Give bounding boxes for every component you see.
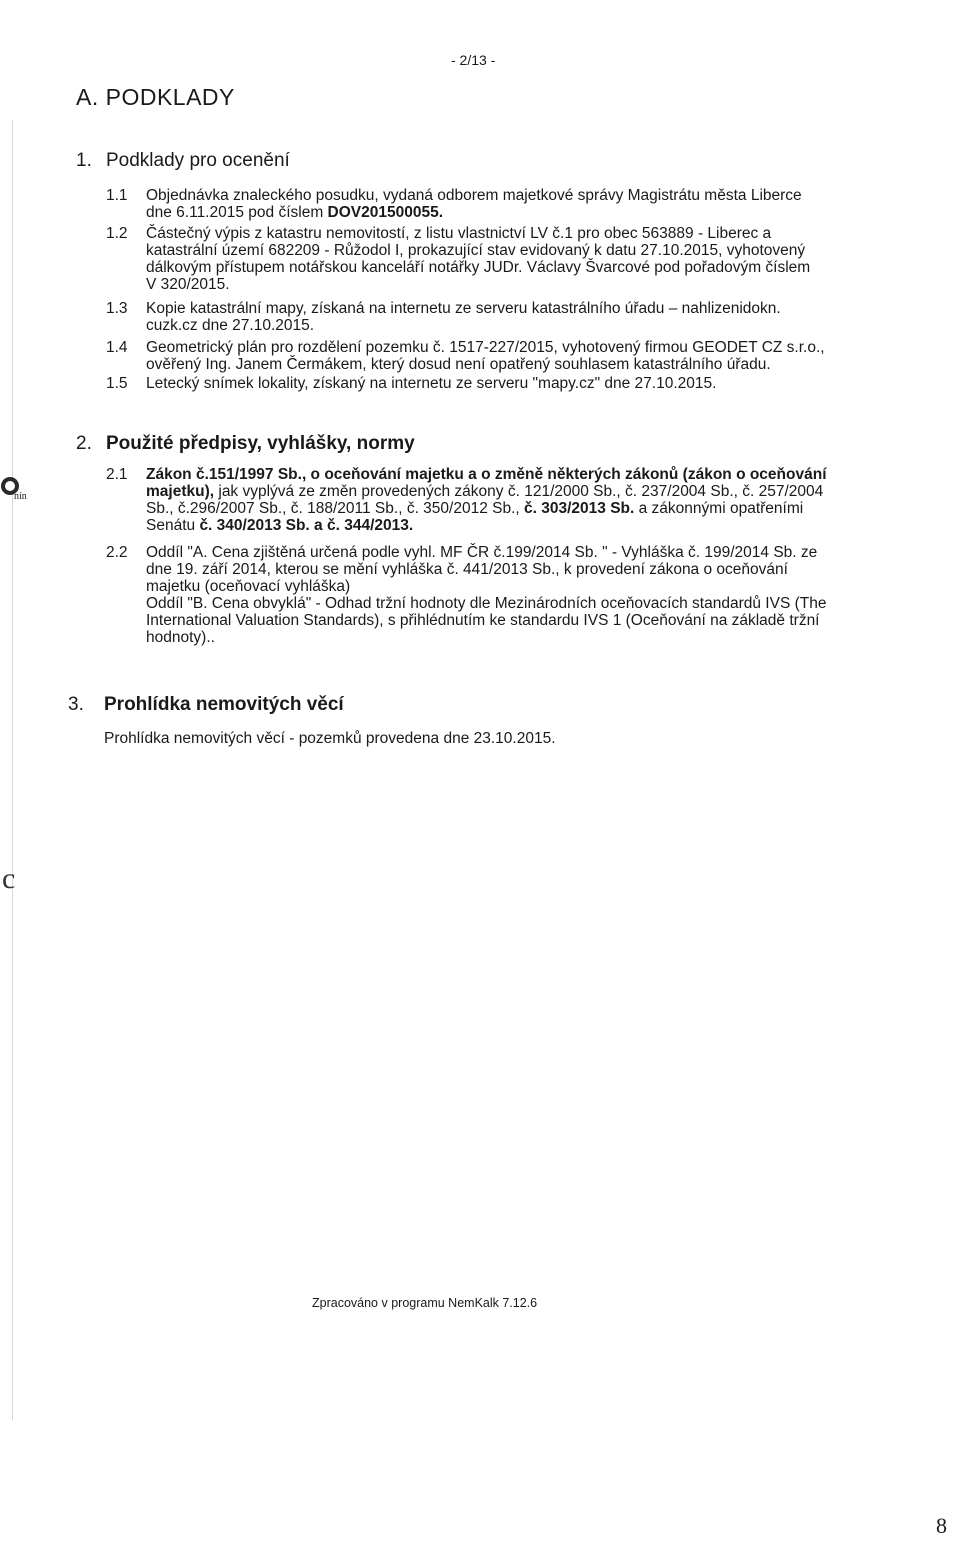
item-line: dne 19. září 2014, kterou se mění vyhláška č. 441/2013 Sb., k provedení zákona o oceňování xyxy=(146,561,788,578)
item-line: Sb., č.296/2007 Sb., č. 188/2011 Sb., č. 350/2012 Sb., xyxy=(146,500,525,517)
item-line: jak vyplývá ze změn provedených zákony č. 121/2000 Sb., č. 237/2004 Sb., č. 257/2004 xyxy=(214,483,824,500)
item-line: majetku (oceňovací vyhláška) xyxy=(146,578,351,595)
section-number: 1. xyxy=(76,150,92,171)
section-title: Použité předpisy, vyhlášky, normy xyxy=(106,433,415,454)
section-number: 2. xyxy=(76,433,92,454)
item-line: International Valuation Standards), s přihlédnutím ke standardu IVS 1 (Oceňování na základě tržní xyxy=(146,612,820,629)
item-number: 1.5 xyxy=(106,375,128,392)
list-item-1-3 xyxy=(106,300,906,336)
item-line: Geometrický plán pro rozdělení pozemku č. 1517-227/2015, vyhotovený firmou GEODET CZ s.r.o., xyxy=(146,339,825,356)
section-title: Podklady pro ocenění xyxy=(106,150,290,171)
list-item-2-1 xyxy=(106,466,916,538)
item-line: dne 6.11.2015 pod číslem xyxy=(146,204,324,221)
margin-letter-mark: c xyxy=(2,862,16,895)
list-item-1-1 xyxy=(106,187,906,223)
law-title-end: majetku), xyxy=(146,483,215,500)
page-title: A. PODKLADY xyxy=(76,84,235,110)
item-line: Letecký snímek lokality, získaný na internetu ze serveru "mapy.cz" dne 27.10.2015. xyxy=(146,375,717,392)
item-line: a zákonnými opatřeními xyxy=(634,500,804,517)
law-reference: č. 303/2013 Sb. xyxy=(524,500,635,517)
item-number: 1.3 xyxy=(106,300,128,317)
item-line: dálkovým přístupem notářskou kanceláří notářky JUDr. Václavy Švarcové pod pořadovým číslem xyxy=(146,259,811,276)
item-number: 1.4 xyxy=(106,339,128,356)
item-line: katastrální území 682209 - Růžodol I, prokazující stav evidovaný k datu 27.10.2015, vyhotovený xyxy=(146,242,806,259)
page-number: - 2/13 - xyxy=(451,52,496,68)
law-title: Zákon č.151/1997 Sb., o oceňování majetku a o změně některých zákonů (zákon o oceňování xyxy=(146,466,827,483)
item-line: Senátu xyxy=(146,517,200,534)
margin-stamp-mark xyxy=(0,473,27,503)
item-number: 2.1 xyxy=(106,466,128,483)
order-reference: DOV201500055. xyxy=(327,204,444,221)
item-line: cuzk.cz dne 27.10.2015. xyxy=(146,317,315,334)
item-line: Kopie katastrální mapy, získaná na internetu ze serveru katastrálního úřadu – nahlizenidokn. xyxy=(146,300,781,317)
section-number: 3. xyxy=(68,694,84,715)
item-line: ověřený Ing. Janem Čermákem, který dosud není opatřený souhlasem katastrálního úřadu. xyxy=(146,356,771,373)
item-line: V 320/2015. xyxy=(146,276,230,293)
item-line: Částečný výpis z katastru nemovitostí, z listu vlastnictví LV č.1 pro obec 563889 - Liberec a xyxy=(146,225,772,242)
scan-margin-line xyxy=(12,120,13,1420)
item-number: 1.2 xyxy=(106,225,128,242)
footer-text: Zpracováno v programu NemKalk 7.12.6 xyxy=(312,1296,538,1310)
item-line: Oddíl "A. Cena zjištěná určená podle vyhl. MF ČR č.199/2014 Sb. " - Vyhláška č. 199/2014 Sb. ze xyxy=(146,544,818,561)
list-item-2-2 xyxy=(106,544,916,654)
section-1-heading xyxy=(76,150,290,172)
inspection-text: Prohlídka nemovitých věcí - pozemků provedena dne 23.10.2015. xyxy=(104,730,556,747)
item-line: Oddíl "B. Cena obvyklá" - Odhad tržní hodnoty dle Mezinárodních oceňovacích standardů IVS (The xyxy=(146,595,827,612)
section-2-heading xyxy=(76,433,415,455)
item-line: hodnoty).. xyxy=(146,629,215,646)
list-item-1-5 xyxy=(106,375,906,393)
stamp-text: nín xyxy=(14,491,27,502)
section-3-heading xyxy=(68,694,344,716)
section-title: Prohlídka nemovitých věcí xyxy=(104,694,344,715)
item-line: Objednávka znaleckého posudku, vydaná odborem majetkové správy Magistrátu města Liberce xyxy=(146,187,802,204)
law-reference: č. 340/2013 Sb. a č. 344/2013. xyxy=(199,517,414,534)
list-item-1-4 xyxy=(106,339,906,375)
item-number: 1.1 xyxy=(106,187,128,204)
item-number: 2.2 xyxy=(106,544,128,561)
corner-page-number: 8 xyxy=(936,1513,947,1538)
list-item-1-2 xyxy=(106,225,906,295)
